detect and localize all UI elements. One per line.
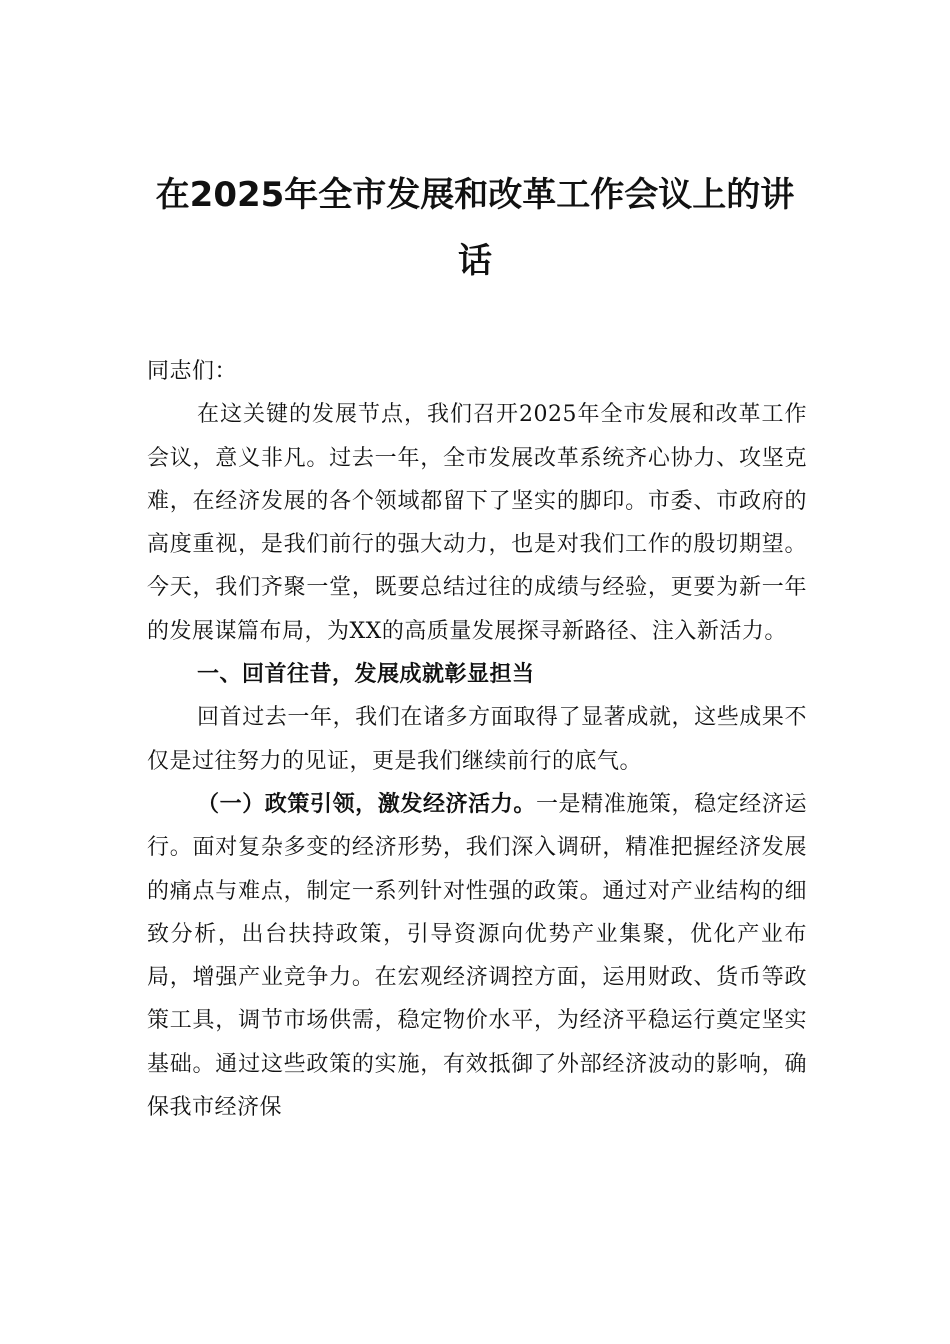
subsection-lead: （一）政策引领，激发经济活力。 [197, 790, 536, 817]
document-body [147, 350, 807, 1129]
section-intro-paragraph: 回首过去一年，我们在诸多方面取得了显著成就，这些成果不仅是过往努力的见证，更是我们继续前行的底气。 [147, 705, 807, 774]
subsection-text: 一是精准施策，稳定经济运行。面对复杂多变的经济形势，我们深入调研，精准把握经济发展的痛点与难点，制定一系列针对性强的政策。通过对产业结构的细致分析，出台扶持政策，引导资源向优势产业集聚，优化产业布局，增强产业竞争力。在宏观经济调控方面，运用财政、货币等政策工具，调节市场供需，稳定物价水平，为经济平稳运行奠定坚实基础。通过这些政策的实施，有效抵御了外部经济波动的影响，确保我市经济保 [147, 791, 807, 1121]
document-title: 在2025年全市发展和改革工作会议上的讲话 [155, 175, 795, 281]
section-heading: 一、回首往昔，发展成就彰显担当 [197, 662, 535, 688]
salutation: 同志们： [147, 359, 238, 384]
intro-paragraph: 在这关键的发展节点，我们召开2025年全市发展和改革工作会议，意义非凡。过去一年，全市发展改革系统齐心协力、攻坚克难，在经济发展的各个领域都留下了坚实的脚印。市委、市政府的高度重视，是我们前行的强大动力，也是对我们工作的殷切期望。今天，我们齐聚一堂，既要总结过往的成绩与经验，更要为新一年的发展谋篇布局，为XX的高质量发展探寻新路径、注入新活力。 [147, 402, 807, 644]
subsection-paragraph [147, 783, 807, 1129]
